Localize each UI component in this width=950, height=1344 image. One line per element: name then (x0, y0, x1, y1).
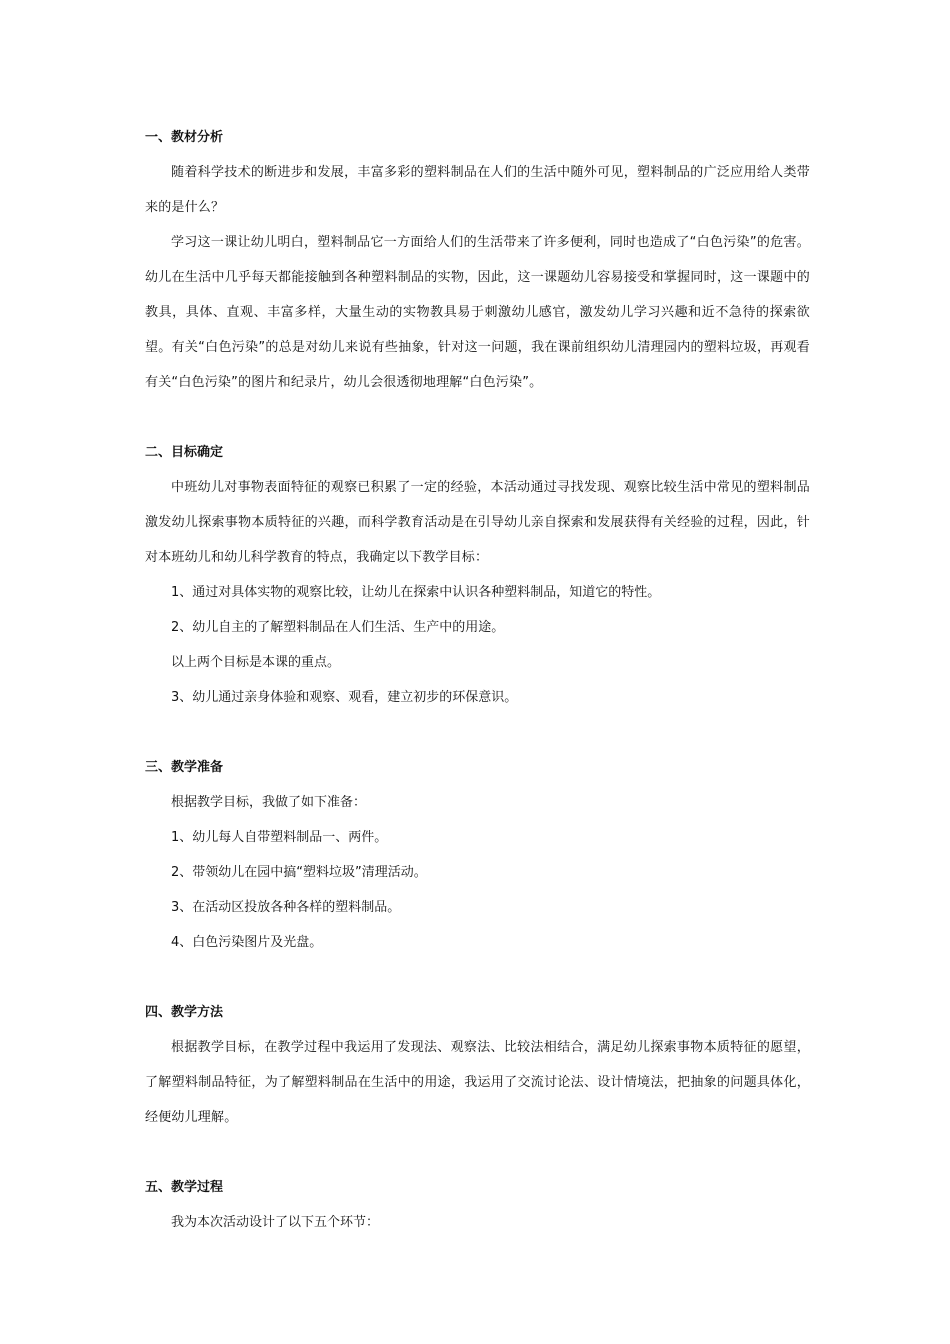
section-teaching-process (145, 1170, 810, 1240)
list-item: 1、幼儿每人自带塑料制品一、两件。 (171, 830, 388, 845)
section-heading: 四、教学方法 (145, 1005, 224, 1020)
section-spacer (145, 1135, 810, 1170)
section-heading: 五、教学过程 (145, 1180, 224, 1195)
section-spacer (145, 960, 810, 995)
section-preparation (145, 750, 810, 960)
section-materials-analysis (145, 120, 810, 400)
list-item: 根据教学目标，我做了如下准备： (171, 795, 367, 810)
list-item: 4、白色污染图片及光盘。 (171, 935, 323, 950)
list-item: 2、幼儿自主的了解塑料制品在人们生活、生产中的用途。 (171, 620, 505, 635)
paragraph: 中班幼儿对事物表面特征的观察已积累了一定的经验，本活动通过寻找发现、观察比较生活中常见的塑料制品激发幼儿探索事物本质特征的兴趣，而科学教育活动是在引导幼儿亲自探索和发展获得有关经验的过程，因此，针对本班幼儿和幼儿科学教育的特点，我确定以下教学目标： (145, 480, 810, 565)
list-item: 2、带领幼儿在园中搞“塑料垃圾”清理活动。 (171, 865, 427, 880)
section-heading: 三、教学准备 (145, 760, 224, 775)
list-item: 以上两个目标是本课的重点。 (171, 655, 341, 670)
list-item: 1、通过对具体实物的观察比较，让幼儿在探索中认识各种塑料制品，知道它的特性。 (171, 585, 661, 600)
section-spacer (145, 400, 810, 435)
section-heading: 一、教材分析 (145, 130, 224, 145)
list-item: 3、在活动区投放各种各样的塑料制品。 (171, 900, 401, 915)
document-page (145, 120, 810, 1240)
section-heading: 二、目标确定 (145, 445, 224, 460)
section-goals (145, 435, 810, 715)
section-teaching-methods (145, 995, 810, 1135)
list-item: 我为本次活动设计了以下五个环节： (171, 1215, 380, 1230)
paragraph: 学习这一课让幼儿明白，塑料制品它一方面给人们的生活带来了许多便利，同时也造成了“白色污染”的危害。幼儿在生活中几乎每天都能接触到各种塑料制品的实物，因此，这一课题幼儿容易接受和掌握同时，这一课题中的教具，具体、直观、丰富多样，大量生动的实物教具易于刺激幼儿感官，激发幼儿学习兴趣和近不急待的探索欲望。有关“白色污染”的总是对幼儿来说有些抽象，针对这一问题，我在课前组织幼儿清理园内的塑料垃圾，再观看有关“白色污染”的图片和纪录片，幼儿会很透彻地理解“白色污染”。 (145, 235, 810, 390)
paragraph: 根据教学目标，在教学过程中我运用了发现法、观察法、比较法相结合，满足幼儿探索事物本质特征的愿望，了解塑料制品特征，为了解塑料制品在生活中的用途，我运用了交流讨论法、设计情境法，把抽象的问题具体化，经便幼儿理解。 (145, 1040, 810, 1125)
paragraph: 随着科学技术的断进步和发展，丰富多彩的塑料制品在人们的生活中随外可见，塑料制品的广泛应用给人类带来的是什么？ (145, 165, 810, 215)
list-item: 3、幼儿通过亲身体验和观察、观看，建立初步的环保意识。 (171, 690, 518, 705)
section-spacer (145, 715, 810, 750)
